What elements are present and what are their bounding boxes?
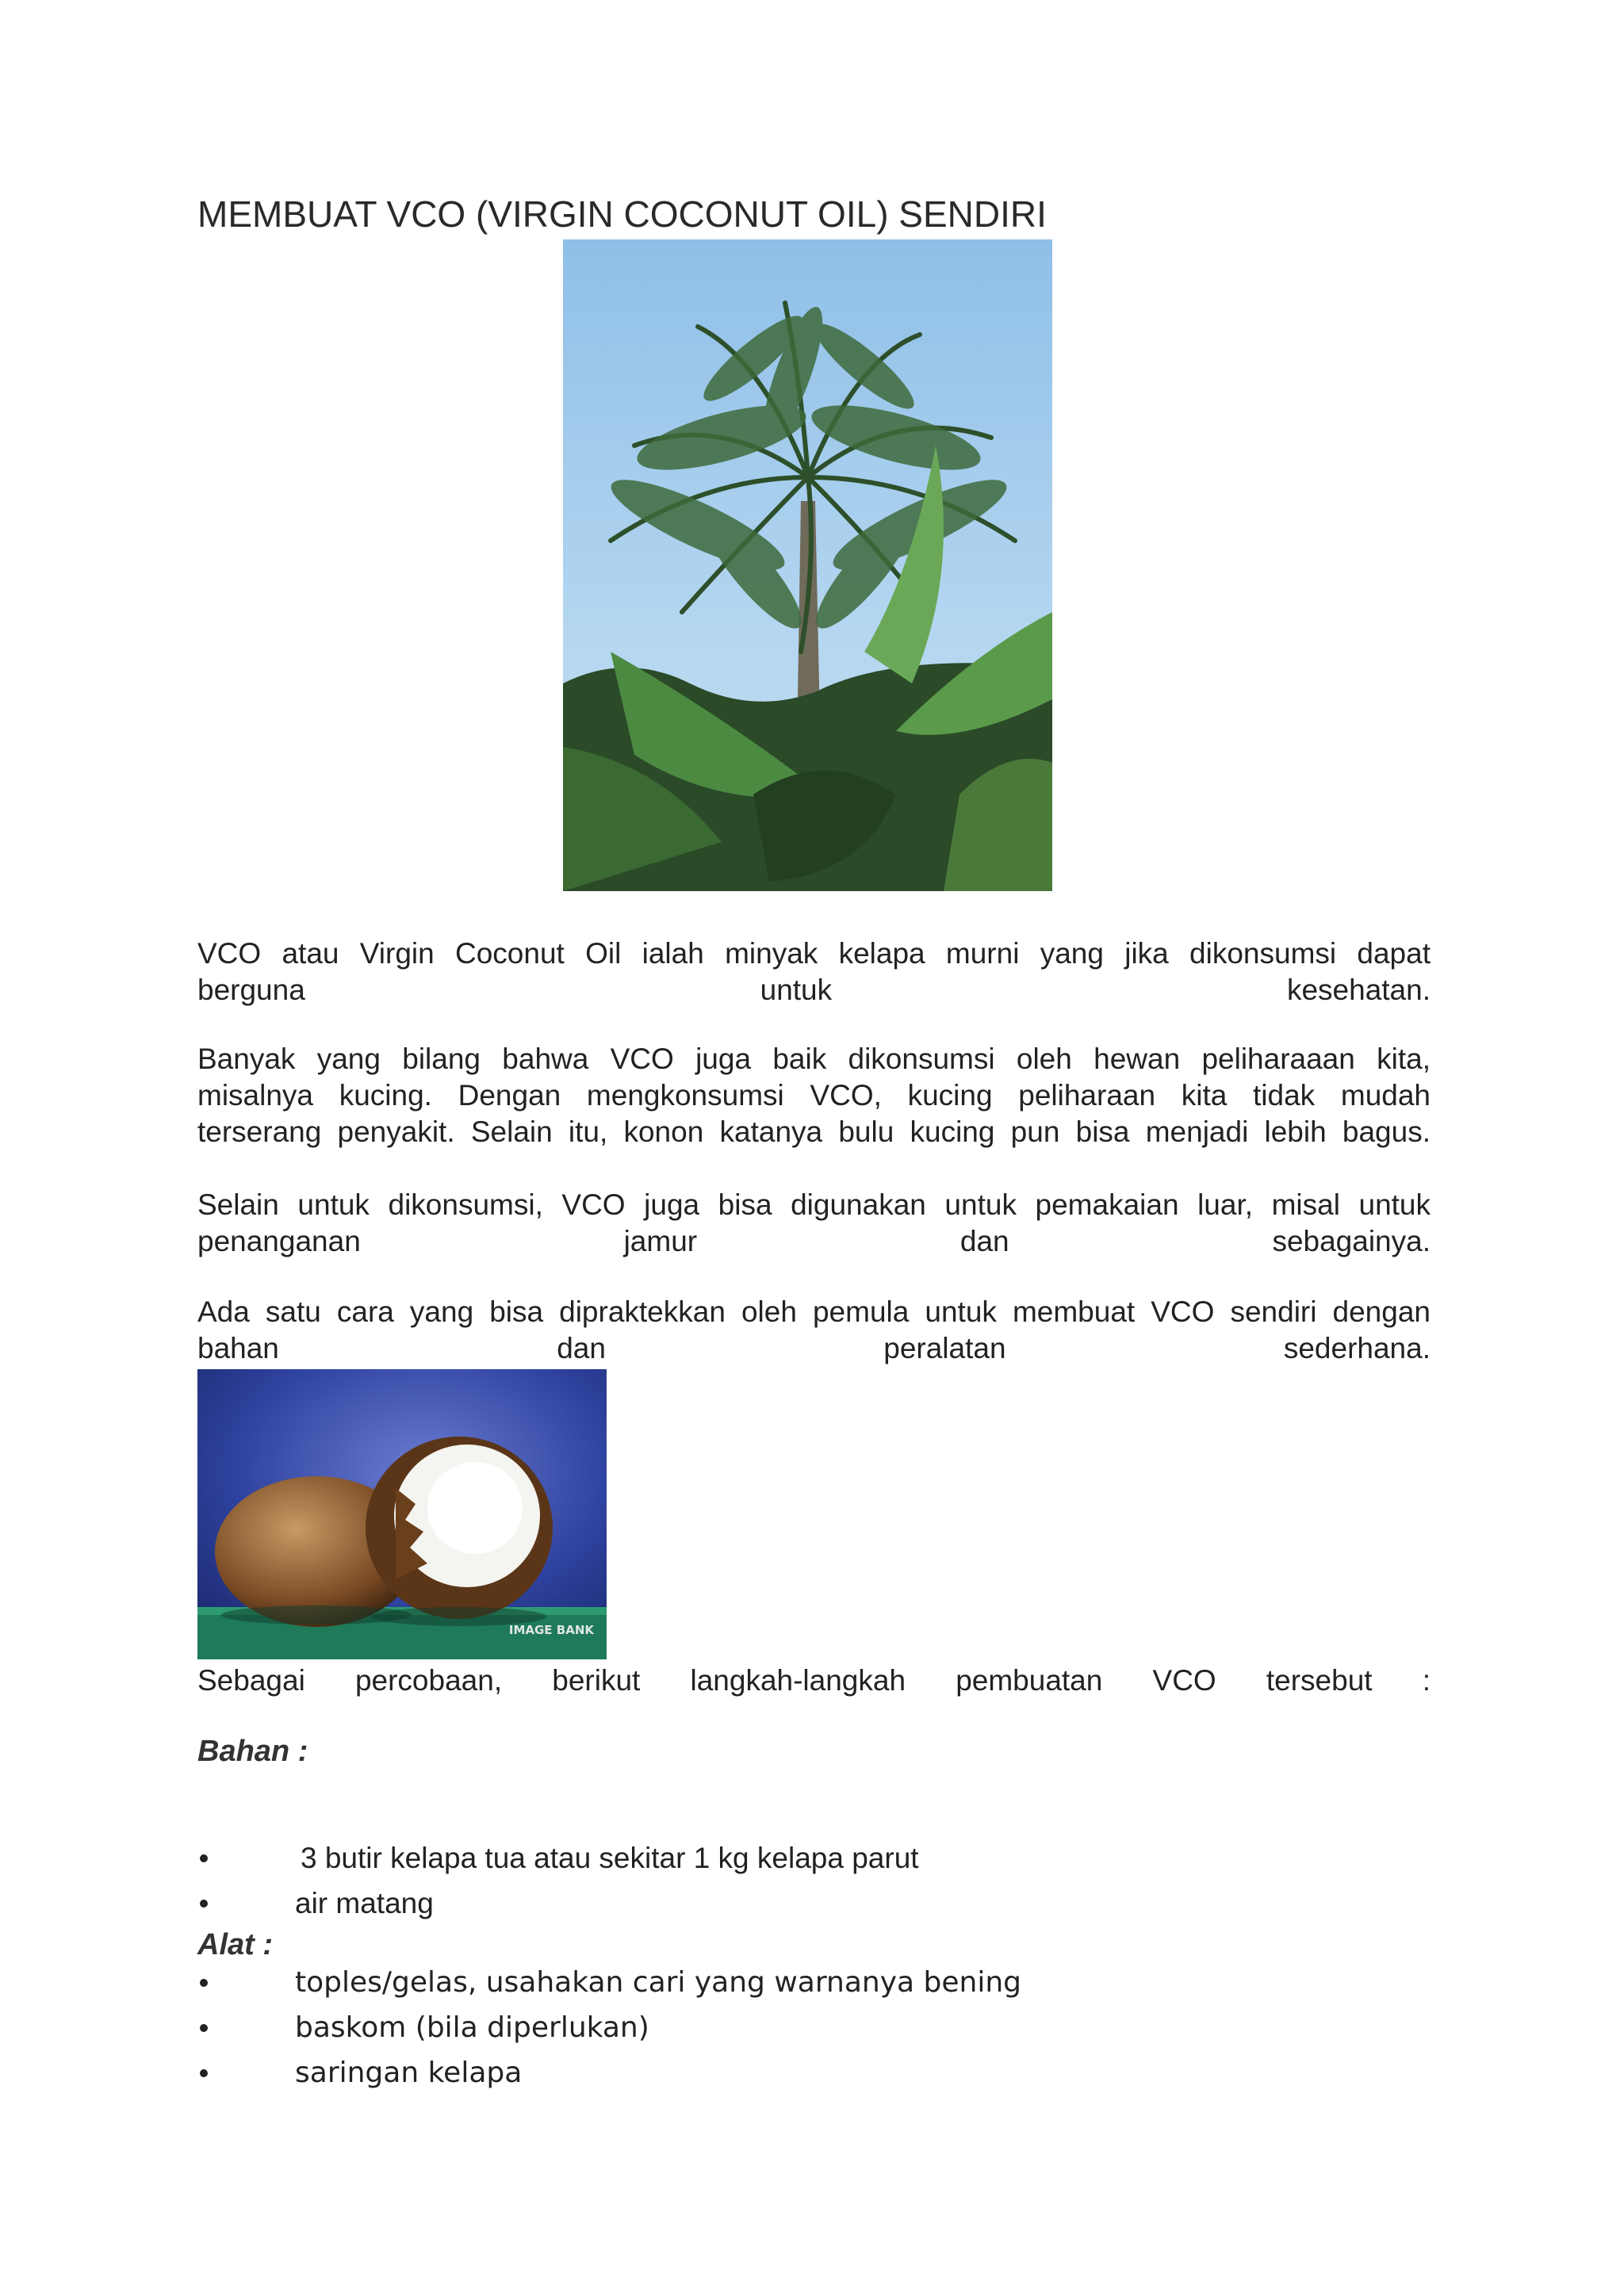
- coconut-image: [197, 1369, 607, 1659]
- paragraph-4: Ada satu cara yang bisa dipraktekkan oleh pemula untuk membuat VCO sendiri dengan bahan dan peralatan sederhana.: [197, 1295, 1431, 1364]
- paragraph-3: Selain untuk dikonsumsi, VCO juga bisa digunakan untuk pemakaian luar, misal untuk penanganan jamur dan sebagainya.: [197, 1188, 1431, 1257]
- bullet-icon: [200, 2024, 208, 2032]
- page-title: MEMBUAT VCO (VIRGIN COCONUT OIL) SENDIRI: [197, 193, 1047, 235]
- bullet-icon: [200, 2069, 208, 2077]
- palm-tree-image: [563, 239, 1052, 891]
- watermark-text: IMAGE BANK: [508, 1623, 594, 1637]
- bullet-icon: [200, 1854, 208, 1862]
- bahan-heading: Bahan :: [197, 1735, 308, 1768]
- bullet-icon: [200, 1979, 208, 1987]
- intro-steps: Sebagai percobaan, berikut langkah-langkah pembuatan VCO tersebut :: [197, 1664, 1431, 1697]
- alat-heading: Alat :: [197, 1928, 273, 1961]
- bullet-icon: [200, 1900, 208, 1908]
- paragraph-2: Banyak yang bilang bahwa VCO juga baik dikonsumsi oleh hewan peliharaaan kita, misalnya kucing. Dengan mengkonsumsi VCO, kucing peliharaan kita tidak mudah terserang penyakit. Selain itu, konon katanya bulu kucing pun bisa menjadi lebih bagus.: [197, 1043, 1431, 1148]
- paragraph-1: VCO atau Virgin Coconut Oil ialah minyak kelapa murni yang jika dikonsumsi dapat berguna untuk kesehatan.: [197, 937, 1431, 1006]
